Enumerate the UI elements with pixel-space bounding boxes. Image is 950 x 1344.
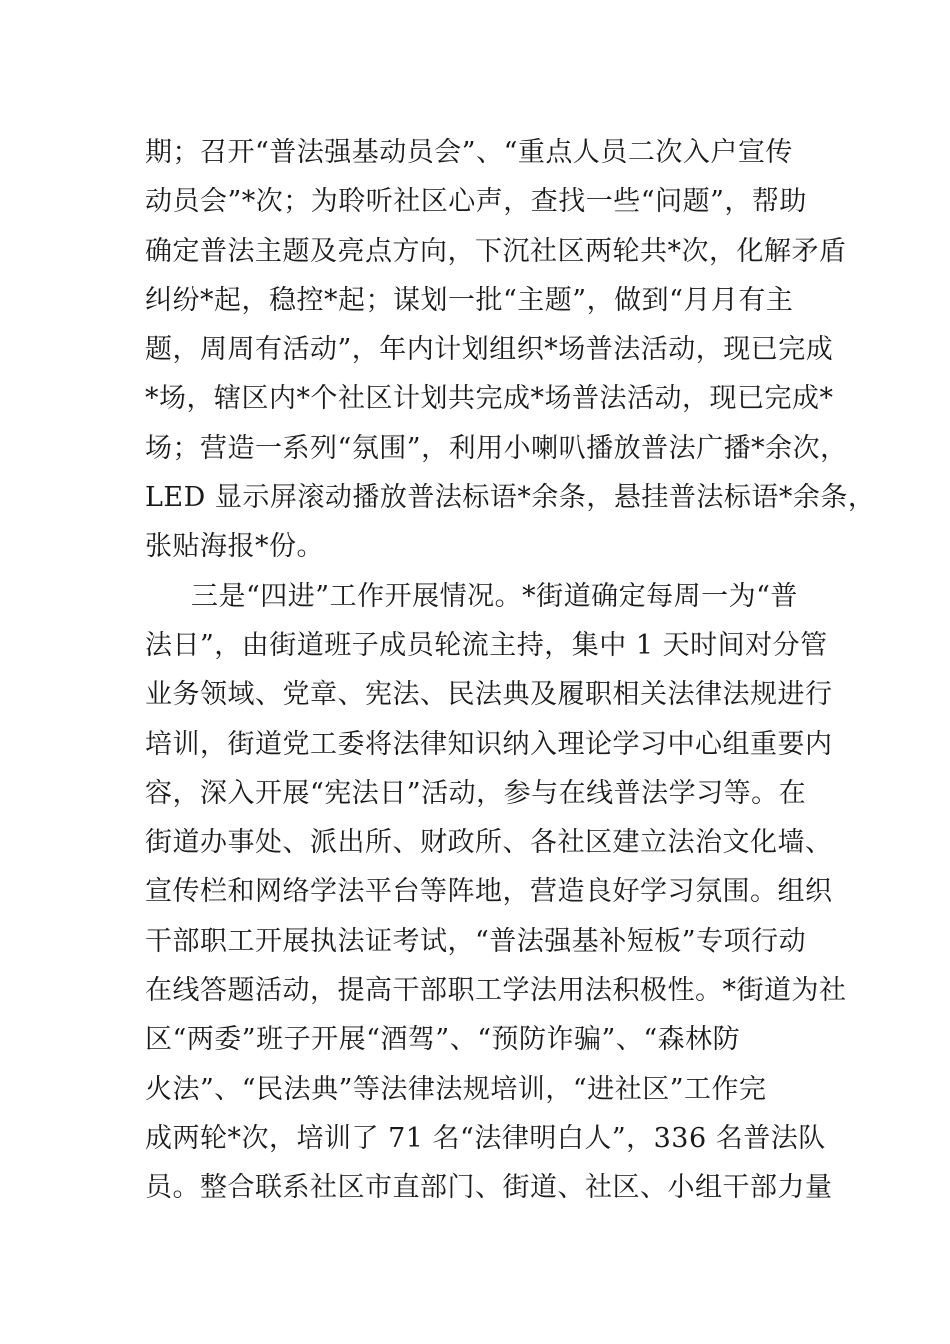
text-line: 纠纷*起，稳控*起；谋划一批“主题”，做到“月月有主 [145, 284, 794, 316]
text-line: 区“两委”班子开展“酒驾”、“预防诈骗”、“森林防 [145, 1024, 741, 1056]
text-line: 期；召开“普法强基动员会”、“重点人员二次入户宣传 [145, 137, 793, 168]
text-line: 业务领域、党章、宪法、民法典及履职相关法律法规进行 [145, 679, 833, 711]
text-line: 街道办事处、派出所、财政所、各社区建立法治文化墙、 [145, 827, 833, 859]
document-body [145, 128, 876, 1213]
text-line: 题，周周有活动”，年内计划组织*场普法活动，现已完成 [145, 334, 834, 366]
text-line: 场；营造一系列“氛围”，利用小喇叭播放普法广播*余次， [145, 432, 848, 464]
text-line: 法日”，由街道班子成员轮流主持，集中 1 天时间对分管 [145, 629, 828, 661]
text-line: 火法”、“民法典”等法律法规培训，“进社区”工作完 [145, 1073, 767, 1105]
text-line: 宣传栏和网络学法平台等阵地，营造良好学习氛围。组织 [145, 876, 833, 908]
text-line: 培训，街道党工委将法律知识纳入理论学习中心组重要内 [145, 728, 833, 760]
text-line: 在线答题活动，提高干部职工学法用法积极性。*街道为社 [145, 975, 847, 1007]
text-line: 动员会”*次；为聆听社区心声，查找一些“问题”，帮助 [145, 186, 807, 218]
paragraph-start-line: 三是“四进”工作开展情况。*街道确定每周一为“普 [191, 580, 798, 612]
text-line: 张贴海报*份。 [145, 531, 324, 563]
text-line: *场，辖区内*个社区计划共完成*场普法活动，现已完成* [145, 383, 834, 415]
text-line: 成两轮*次，培训了 71 名“法律明白人”，336 名普法队 [145, 1122, 826, 1154]
text-line: 容，深入开展“宪法日”活动，参与在线普法学习等。在 [145, 777, 807, 809]
text-line: 干部职工开展执法证考试，“普法强基补短板”专项行动 [145, 925, 807, 957]
text-line: 确定普法主题及亮点方向，下沉社区两轮共*次，化解矛盾 [145, 235, 847, 267]
text-line: 员。整合联系社区市直部门、街道、社区、小组干部力量 [145, 1172, 833, 1204]
text-line: LED 显示屏滚动播放普法标语*余条，悬挂普法标语*余条， [145, 482, 876, 514]
